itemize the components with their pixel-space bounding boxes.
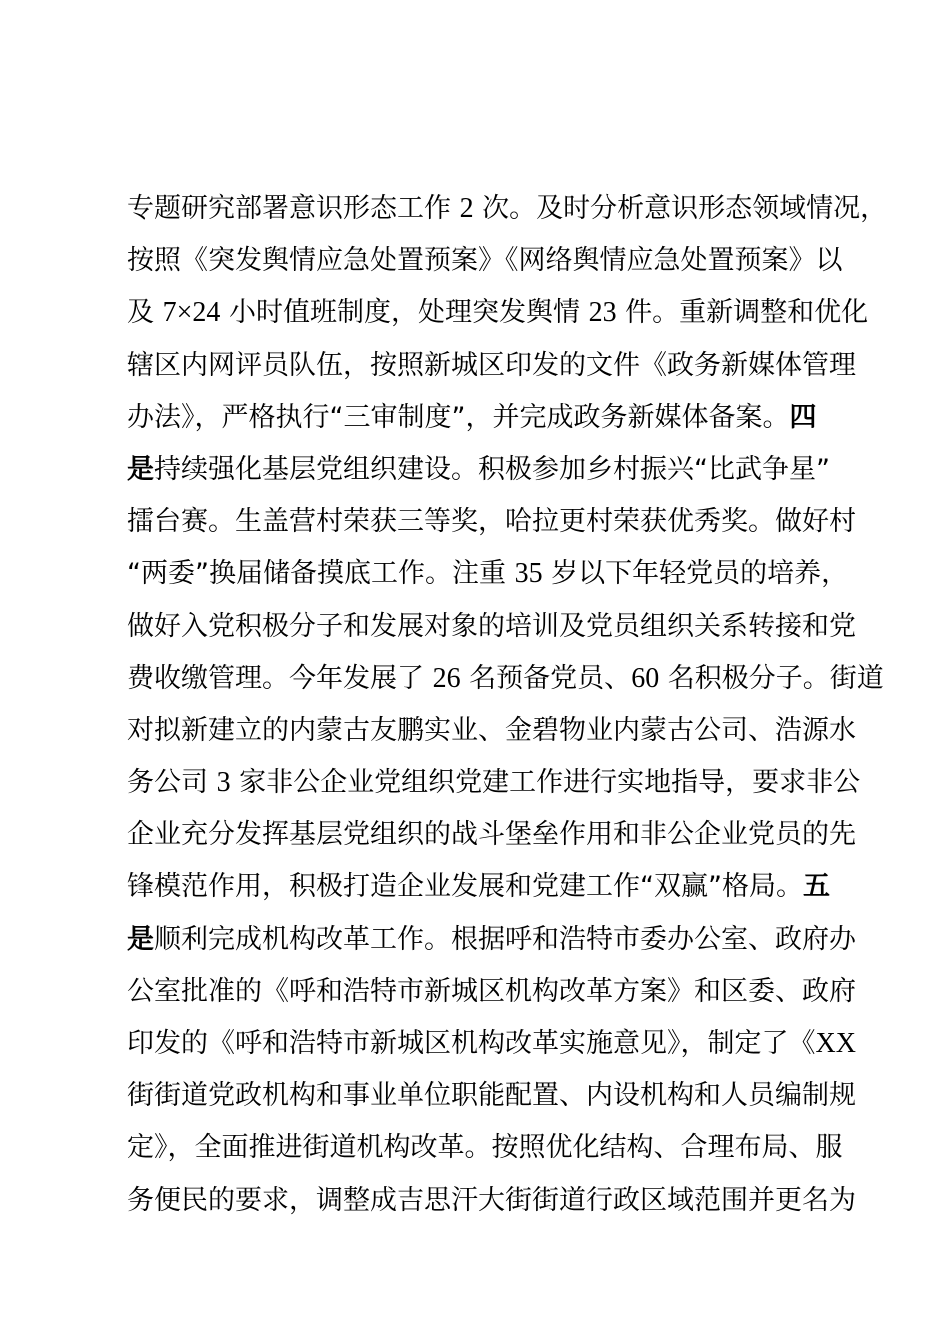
section-marker: 五: [802, 871, 830, 903]
text-line: 擂台赛。生盖营村荣获三等奖，哈拉更村荣获优秀奖。做好村: [127, 506, 856, 538]
text-line: 街街道党政机构和事业单位职能配置、内设机构和人员编制规: [127, 1080, 856, 1112]
body-text: [127, 183, 888, 1227]
text-line: 做好入党积极分子和发展对象的培训及党员组织关系转接和党: [127, 610, 856, 642]
section-marker: 四: [789, 401, 817, 433]
text-line: 是持续强化基层党组织建设。积极参加乡村振兴“比武争星”: [127, 453, 830, 485]
text-line: 及 7×24 小时值班制度，处理突发舆情 23 件。重新调整和优化: [127, 297, 869, 329]
text-line: 按照《突发舆情应急处置预案》《网络舆情应急处置预案》以: [127, 245, 843, 277]
text-line: 对拟新建立的内蒙古友鹏实业、金碧物业内蒙古公司、浩源水: [127, 714, 856, 746]
text-line: 定》，全面推进街道机构改革。按照优化结构、合理布局、服: [127, 1132, 843, 1164]
text-line: 企业充分发挥基层党组织的战斗堡垒作用和非公企业党员的先: [127, 819, 856, 851]
text-line: 办法》，严格执行“三审制度”，并完成政务新媒体备案。四: [127, 401, 817, 433]
text-line: 锋模范作用，积极打造企业发展和党建工作“双赢”格局。五: [127, 871, 830, 903]
section-marker: 是: [127, 453, 154, 485]
text-line: 费收缴管理。今年发展了 26 名预备党员、60 名积极分子。街道: [127, 662, 884, 694]
text-line: 务公司 3 家非公企业党组织党建工作进行实地指导，要求非公: [127, 767, 861, 799]
text-line: “两委”换届储备摸底工作。注重 35 岁以下年轻党员的培养，: [127, 558, 849, 590]
section-marker: 是: [127, 923, 154, 955]
text-line: 是顺利完成机构改革工作。根据呼和浩特市委办公室、政府办: [127, 923, 856, 955]
text-line: 公室批准的《呼和浩特市新城区机构改革方案》和区委、政府: [127, 975, 856, 1007]
text-line: 印发的《呼和浩特市新城区机构改革实施意见》，制定了《XX: [127, 1028, 856, 1059]
text-line: 专题研究部署意识形态工作 2 次。及时分析意识形态领域情况，: [127, 193, 888, 224]
text-line: 辖区内网评员队伍，按照新城区印发的文件《政务新媒体管理: [127, 349, 856, 381]
text-line: 务便民的要求，调整成吉思汗大街街道行政区域范围并更名为: [127, 1184, 856, 1216]
